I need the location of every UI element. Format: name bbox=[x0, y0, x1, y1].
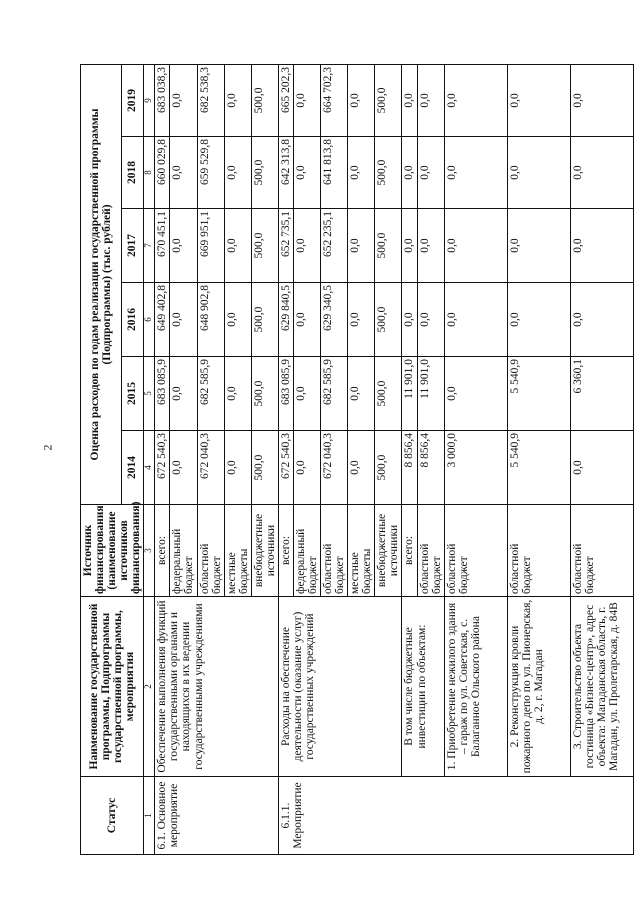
value-cell: 642 313,8 bbox=[278, 137, 293, 209]
year-header: 2019 bbox=[121, 64, 144, 136]
value-cell: 641 813,8 bbox=[321, 137, 348, 209]
year-header: 2014 bbox=[121, 431, 144, 505]
value-cell: 0,0 bbox=[293, 64, 320, 136]
value-cell: 8 856,4 bbox=[417, 431, 444, 505]
value-cell: 0,0 bbox=[444, 283, 507, 357]
year-header: 2017 bbox=[121, 209, 144, 283]
value-cell: 11 901,0 bbox=[417, 357, 444, 431]
source-cell: местные бюджеты bbox=[348, 505, 375, 597]
value-cell: 0,0 bbox=[402, 209, 417, 283]
value-cell: 0,0 bbox=[293, 283, 320, 357]
value-cell: 0,0 bbox=[170, 209, 197, 283]
value-cell: 0,0 bbox=[293, 209, 320, 283]
source-cell: областной бюджет bbox=[570, 505, 633, 597]
year-header: 2015 bbox=[121, 357, 144, 431]
source-cell: областной бюджет bbox=[197, 505, 224, 597]
value-cell: 500,0 bbox=[375, 209, 402, 283]
value-cell: 0,0 bbox=[444, 209, 507, 283]
status-cell: 6.1.1. Мероприятие bbox=[278, 777, 633, 855]
source-cell: внебюджетные источники bbox=[375, 505, 402, 597]
value-cell: 0,0 bbox=[507, 209, 570, 283]
value-cell: 648 902,8 bbox=[197, 283, 224, 357]
source-cell: федеральный бюджет bbox=[170, 505, 197, 597]
value-cell: 0,0 bbox=[348, 283, 375, 357]
value-cell: 664 702,3 bbox=[321, 64, 348, 136]
value-cell: 500,0 bbox=[375, 137, 402, 209]
value-cell: 629 340,5 bbox=[321, 283, 348, 357]
value-cell: 0,0 bbox=[402, 137, 417, 209]
table-row bbox=[402, 64, 417, 854]
name-cell: Обеспечение выполнения функций государственными органами и находящихся в их ведении государственными учреждениями bbox=[155, 597, 279, 777]
value-cell: 500,0 bbox=[251, 283, 278, 357]
header-status: Статус bbox=[81, 777, 144, 855]
value-cell: 0,0 bbox=[348, 64, 375, 136]
value-cell: 0,0 bbox=[224, 431, 251, 505]
page-number: 2 bbox=[40, 444, 55, 451]
column-number: 7 bbox=[144, 209, 155, 283]
value-cell: 0,0 bbox=[417, 283, 444, 357]
value-cell: 0,0 bbox=[170, 431, 197, 505]
value-cell: 0,0 bbox=[224, 357, 251, 431]
value-cell: 3 000,0 bbox=[444, 431, 507, 505]
column-number: 6 bbox=[144, 283, 155, 357]
value-cell: 500,0 bbox=[251, 209, 278, 283]
column-number: 3 bbox=[144, 505, 155, 597]
value-cell: 0,0 bbox=[444, 357, 507, 431]
status-cell: 6.1. Основное мероприятие bbox=[155, 777, 279, 855]
table-wrapper bbox=[80, 65, 620, 855]
value-cell: 500,0 bbox=[375, 283, 402, 357]
value-cell: 660 029,8 bbox=[155, 137, 170, 209]
value-cell: 0,0 bbox=[293, 357, 320, 431]
value-cell: 0,0 bbox=[293, 431, 320, 505]
source-cell: областной бюджет bbox=[507, 505, 570, 597]
value-cell: 0,0 bbox=[417, 137, 444, 209]
value-cell: 629 840,5 bbox=[278, 283, 293, 357]
value-cell: 672 540,3 bbox=[278, 431, 293, 505]
value-cell: 500,0 bbox=[251, 64, 278, 136]
header-estimate: Оценка расходов по годам реализации государственной программы (Подпрограммы) (тыс. рублей) bbox=[81, 64, 122, 504]
value-cell: 0,0 bbox=[170, 137, 197, 209]
value-cell: 500,0 bbox=[375, 357, 402, 431]
value-cell: 0,0 bbox=[417, 209, 444, 283]
source-cell: всего: bbox=[402, 505, 417, 597]
value-cell: 670 451,1 bbox=[155, 209, 170, 283]
value-cell: 672 040,3 bbox=[321, 431, 348, 505]
value-cell: 500,0 bbox=[251, 357, 278, 431]
value-cell: 652 235,1 bbox=[321, 209, 348, 283]
value-cell: 0,0 bbox=[444, 64, 507, 136]
value-cell: 0,0 bbox=[224, 209, 251, 283]
value-cell: 683 085,9 bbox=[278, 357, 293, 431]
source-cell: областной бюджет bbox=[444, 505, 507, 597]
column-number: 8 bbox=[144, 137, 155, 209]
value-cell: 0,0 bbox=[224, 64, 251, 136]
value-cell: 0,0 bbox=[224, 137, 251, 209]
value-cell: 0,0 bbox=[348, 209, 375, 283]
value-cell: 683 038,3 bbox=[155, 64, 170, 136]
value-cell: 682 538,3 bbox=[197, 64, 224, 136]
column-number: 5 bbox=[144, 357, 155, 431]
value-cell: 0,0 bbox=[417, 64, 444, 136]
value-cell: 0,0 bbox=[402, 283, 417, 357]
value-cell: 0,0 bbox=[224, 283, 251, 357]
value-cell: 0,0 bbox=[402, 64, 417, 136]
value-cell: 0,0 bbox=[444, 137, 507, 209]
value-cell: 500,0 bbox=[251, 431, 278, 505]
column-numbers-row bbox=[144, 64, 155, 854]
value-cell: 683 085,9 bbox=[155, 357, 170, 431]
source-cell: внебюджетные источники bbox=[251, 505, 278, 597]
budget-table bbox=[80, 64, 634, 855]
value-cell: 0,0 bbox=[170, 357, 197, 431]
value-cell: 669 951,1 bbox=[197, 209, 224, 283]
header-name: Наименование государственной программы, Подпрограммы государственной программы, мероприятия bbox=[81, 597, 144, 777]
value-cell: 0,0 bbox=[170, 64, 197, 136]
column-number: 4 bbox=[144, 431, 155, 505]
source-cell: федеральный бюджет bbox=[293, 505, 320, 597]
source-cell: всего: bbox=[155, 505, 170, 597]
table-row bbox=[507, 64, 570, 854]
rotated-sheet bbox=[80, 65, 620, 855]
value-cell: 0,0 bbox=[507, 137, 570, 209]
value-cell: 0,0 bbox=[507, 283, 570, 357]
name-cell: 1. Приобретение нежилого здания – гараж по ул. Советская, с. Балаганное Ольского района bbox=[444, 597, 507, 777]
value-cell: 0,0 bbox=[348, 431, 375, 505]
value-cell: 8 856,4 bbox=[402, 431, 417, 505]
value-cell: 0,0 bbox=[570, 64, 633, 136]
source-cell: областной бюджет bbox=[321, 505, 348, 597]
column-number: 9 bbox=[144, 64, 155, 136]
table-row bbox=[570, 64, 633, 854]
value-cell: 649 402,8 bbox=[155, 283, 170, 357]
value-cell: 682 585,9 bbox=[197, 357, 224, 431]
name-cell: 3. Строительство объекта гостиница «Бизнес-центр», адрес объекта: Магаданская область, г. Магадан, ул. Пролетарская, д. 84В bbox=[570, 597, 633, 777]
value-cell: 0,0 bbox=[170, 283, 197, 357]
header-source: Источник финансирования (наименование источников финансирования) bbox=[81, 505, 144, 597]
value-cell: 0,0 bbox=[507, 64, 570, 136]
value-cell: 500,0 bbox=[375, 431, 402, 505]
year-header: 2016 bbox=[121, 283, 144, 357]
name-cell: Расходы на обеспечение деятельности (оказание услуг) государственных учреждений bbox=[278, 597, 402, 777]
value-cell: 0,0 bbox=[348, 357, 375, 431]
value-cell: 682 585,9 bbox=[321, 357, 348, 431]
source-cell: всего: bbox=[278, 505, 293, 597]
value-cell: 0,0 bbox=[570, 137, 633, 209]
value-cell: 672 040,3 bbox=[197, 431, 224, 505]
value-cell: 665 202,3 bbox=[278, 64, 293, 136]
table-row bbox=[278, 64, 293, 854]
name-cell: 2. Реконструкция кровли пожарного депо по ул. Пионерская, д. 2, г. Магадан bbox=[507, 597, 570, 777]
value-cell: 659 529,8 bbox=[197, 137, 224, 209]
value-cell: 500,0 bbox=[375, 64, 402, 136]
value-cell: 0,0 bbox=[570, 209, 633, 283]
value-cell: 0,0 bbox=[570, 283, 633, 357]
value-cell: 672 540,3 bbox=[155, 431, 170, 505]
table-row bbox=[444, 64, 507, 854]
source-cell: областной бюджет bbox=[417, 505, 444, 597]
year-header: 2018 bbox=[121, 137, 144, 209]
value-cell: 5 540,9 bbox=[507, 431, 570, 505]
source-cell: местные бюджеты bbox=[224, 505, 251, 597]
column-number: 2 bbox=[144, 597, 155, 777]
column-number: 1 bbox=[144, 777, 155, 855]
value-cell: 6 360,1 bbox=[570, 357, 633, 431]
value-cell: 500,0 bbox=[251, 137, 278, 209]
value-cell: 0,0 bbox=[348, 137, 375, 209]
value-cell: 11 901,0 bbox=[402, 357, 417, 431]
table-row bbox=[155, 64, 170, 854]
value-cell: 652 735,1 bbox=[278, 209, 293, 283]
value-cell: 0,0 bbox=[293, 137, 320, 209]
value-cell: 0,0 bbox=[570, 431, 633, 505]
value-cell: 5 540,9 bbox=[507, 357, 570, 431]
name-cell: В том числе бюджетные инвестиции по объектам: bbox=[402, 597, 444, 777]
